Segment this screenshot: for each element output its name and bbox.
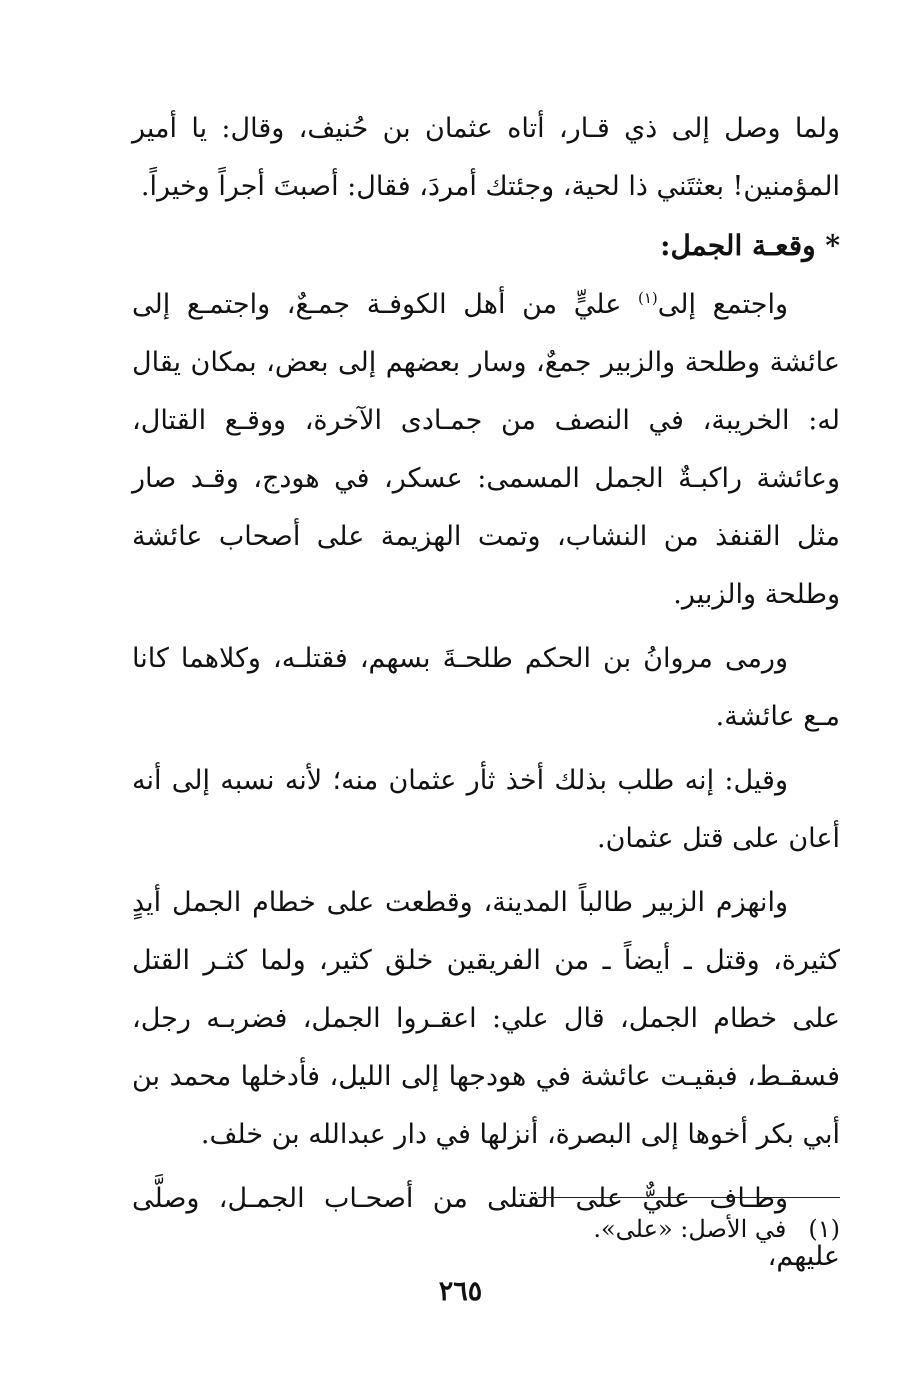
footnote-reference[interactable]: (١) bbox=[637, 289, 658, 307]
paragraph-5: وانهزم الزبير طالباً المدينة، وقطعت على خطام الجمل أيدٍ كثيرة، وقتل ـ أيضاً ـ من الفريقين خلق كثير، ولما كثـر القتل على خطام الجمل، قال علي: اعقـروا الجمل، فضربـه رجل، فسقـط، فبقيـت عائشة في هودجها إلى الليل، فأدخلها محمد بن أبي بكر أخوها إلى البصرة، أنزلها في دار عبدالله بن خلف. bbox=[132, 887, 840, 1150]
page-body bbox=[132, 100, 840, 1286]
page-number: ٢٦٥ bbox=[438, 1276, 483, 1307]
section-heading: * وقعـة الجمل: bbox=[660, 229, 840, 262]
paragraph-2-start: واجتمع إلى bbox=[657, 289, 788, 320]
paragraph-2-rest: عليٍّ من أهل الكوفـة جمـعٌ، واجتمـع إلى عائشة وطلحة والزبير جمعٌ، وسار بعضهم إلى بعض، بمكان يقال له: الخريبة، في النصف من جمـادى الآخرة، ووقـع القتال، وعائشة راكبـةٌ الجمل المسمى: عسكر، في هودج، وقـد صار مثل القنفذ من النشاب، وتمت الهزيمة على أصحاب عائشة وطلحة والزبير. bbox=[132, 289, 840, 610]
paragraph-6: وطـاف عليٌّ على القتلى من أصحـاب الجمـل، وصلَّى عليهم، bbox=[132, 1183, 840, 1272]
footnote-text: في الأصل: «على». bbox=[593, 1215, 787, 1243]
paragraph-1: ولما وصل إلى ذي قـار، أتاه عثمان بن حُنيف، وقال: يا أمير المؤمنين! بعثتَني ذا لحية، وجئتك أمردَ، فقال: أصبتَ أجراً وخيراً. bbox=[132, 113, 840, 202]
footnote bbox=[340, 1207, 840, 1251]
paragraph-3: ورمى مروانُ بن الحكم طلحـةَ بسهم، فقتلـه، وكلاهما كانا مـع عائشة. bbox=[132, 643, 840, 732]
paragraph-4: وقيل: إنه طلب بذلك أخذ ثأر عثمان منه؛ لأنه نسبه إلى أنه أعان على قتل عثمان. bbox=[132, 765, 840, 854]
footnote-divider bbox=[538, 1197, 840, 1198]
paragraph-2 bbox=[132, 276, 840, 624]
footnote-number: (١) bbox=[808, 1215, 840, 1243]
